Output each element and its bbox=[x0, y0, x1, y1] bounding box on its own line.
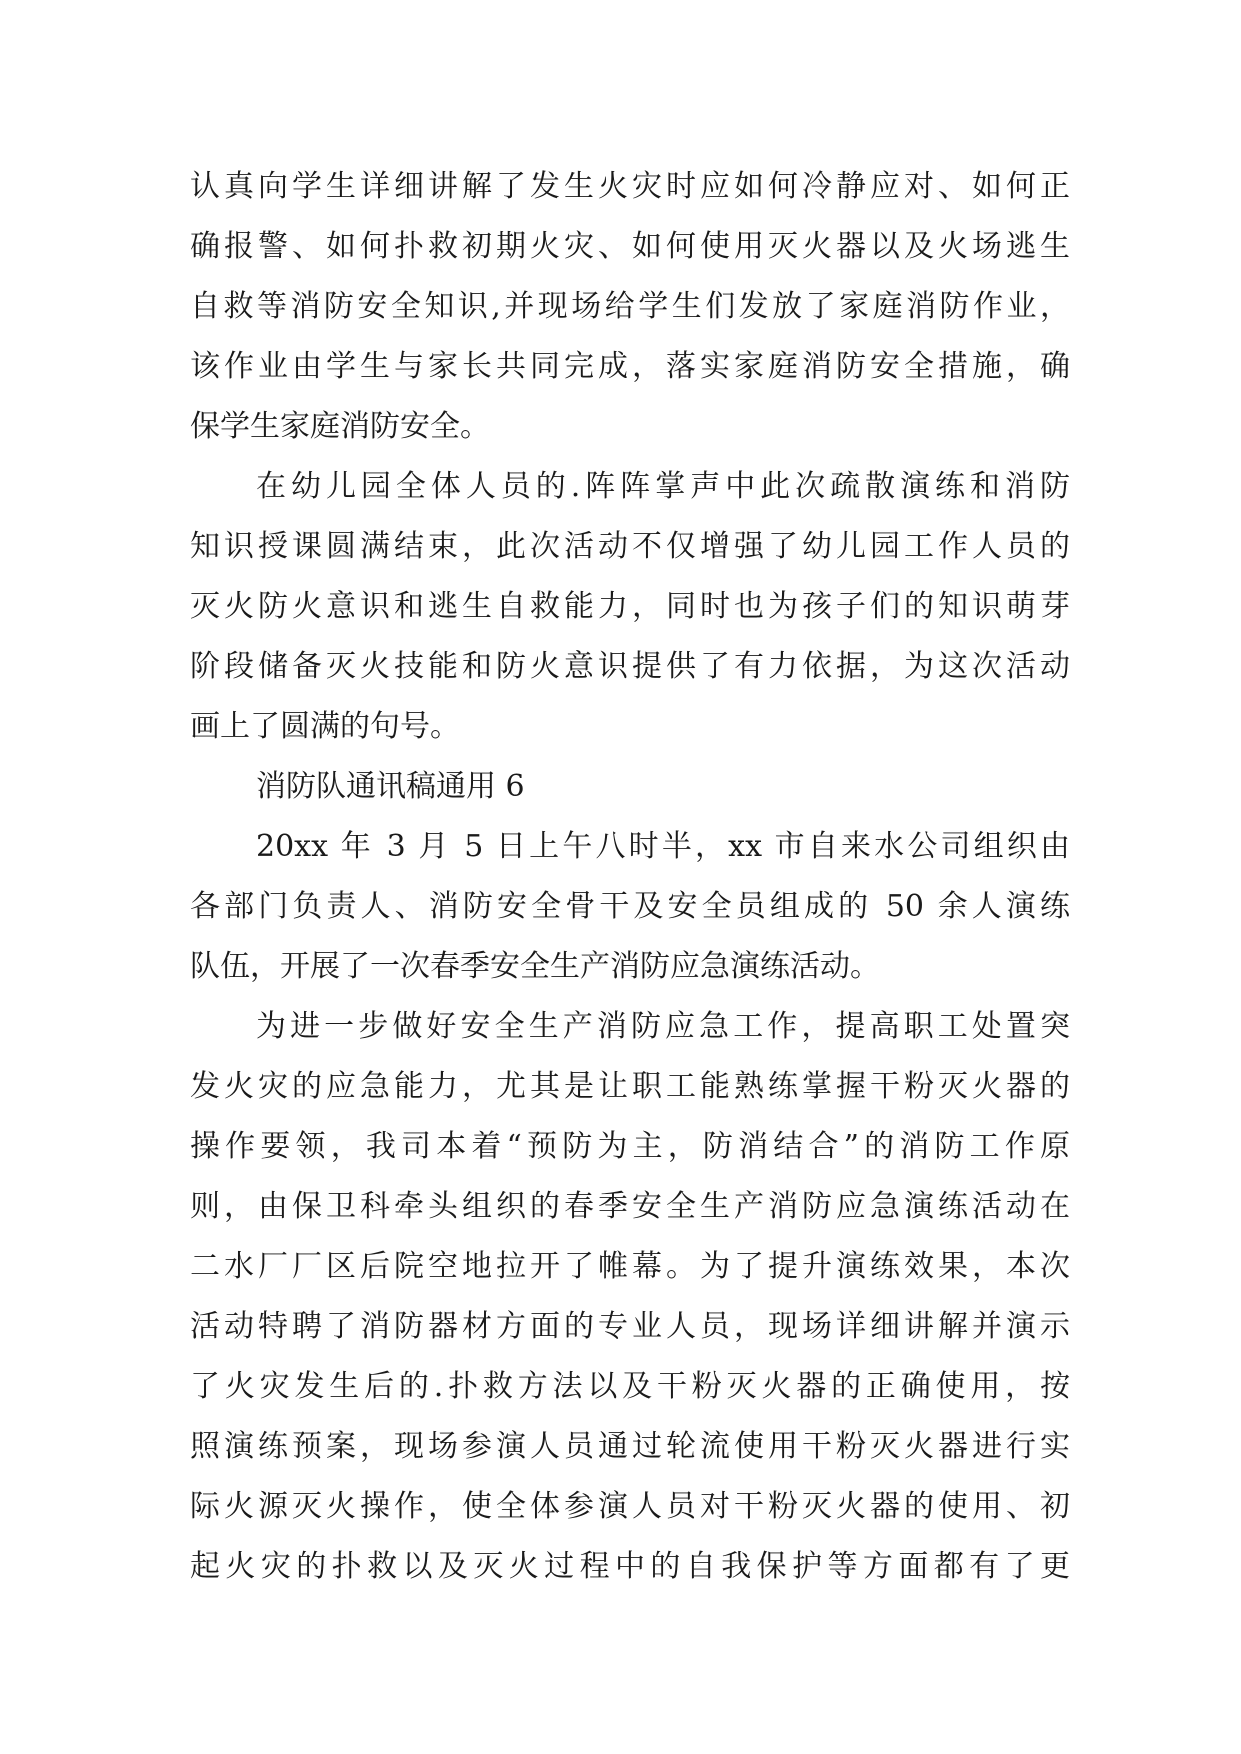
text-line: 确报警、如何扑救初期火灾、如何使用灭火器以及火场逃生 bbox=[190, 229, 1070, 264]
text-line: 照演练预案，现场参演人员通过轮流使用干粉灭火器进行实 bbox=[190, 1429, 1070, 1464]
text-line: 了火灾发生后的.扑救方法以及干粉灭火器的正确使用，按 bbox=[190, 1369, 1070, 1404]
text-line: 该作业由学生与家长共同完成，落实家庭消防安全措施，确 bbox=[190, 349, 1070, 384]
text-line: 二水厂厂区后院空地拉开了帷幕。为了提升演练效果，本次 bbox=[190, 1249, 1070, 1284]
text-line: 发火灾的应急能力，尤其是让职工能熟练掌握干粉灭火器的 bbox=[190, 1069, 1070, 1104]
document-body bbox=[190, 157, 1070, 1597]
section-heading: 消防队通讯稿通用 6 bbox=[256, 769, 525, 804]
text-line: 际火源灭火操作，使全体参演人员对干粉灭火器的使用、初 bbox=[190, 1489, 1070, 1524]
text-line: 认真向学生详细讲解了发生火灾时应如何冷静应对、如何正 bbox=[190, 169, 1070, 204]
text-line: 阶段储备灭火技能和防火意识提供了有力依据，为这次活动 bbox=[190, 649, 1070, 684]
text-line: 操作要领，我司本着“预防为主，防消结合”的消防工作原 bbox=[190, 1129, 1070, 1164]
text-line: 活动特聘了消防器材方面的专业人员，现场详细讲解并演示 bbox=[190, 1309, 1070, 1344]
text-line: 自救等消防安全知识,并现场给学生们发放了家庭消防作业， bbox=[190, 289, 1070, 324]
text-line: 知识授课圆满结束，此次活动不仅增强了幼儿园工作人员的 bbox=[190, 529, 1070, 564]
paragraph-first-line: 为进一步做好安全生产消防应急工作，提高职工处置突 bbox=[256, 1009, 1070, 1044]
paragraph-first-line: 20xx 年 3 月 5 日上午八时半，xx 市自来水公司组织由 bbox=[256, 829, 1070, 864]
text-line: 保学生家庭消防安全。 bbox=[190, 409, 490, 444]
text-line: 起火灾的扑救以及灭火过程中的自我保护等方面都有了更 bbox=[190, 1549, 1070, 1584]
text-line: 则，由保卫科牵头组织的春季安全生产消防应急演练活动在 bbox=[190, 1189, 1070, 1224]
text-line: 队伍，开展了一次春季安全生产消防应急演练活动。 bbox=[190, 949, 880, 984]
text-line: 画上了圆满的句号。 bbox=[190, 709, 460, 744]
text-line: 灭火防火意识和逃生自救能力，同时也为孩子们的知识萌芽 bbox=[190, 589, 1070, 624]
paragraph-first-line: 在幼儿园全体人员的.阵阵掌声中此次疏散演练和消防 bbox=[256, 469, 1070, 504]
text-line: 各部门负责人、消防安全骨干及安全员组成的 50 余人演练 bbox=[190, 889, 1070, 924]
